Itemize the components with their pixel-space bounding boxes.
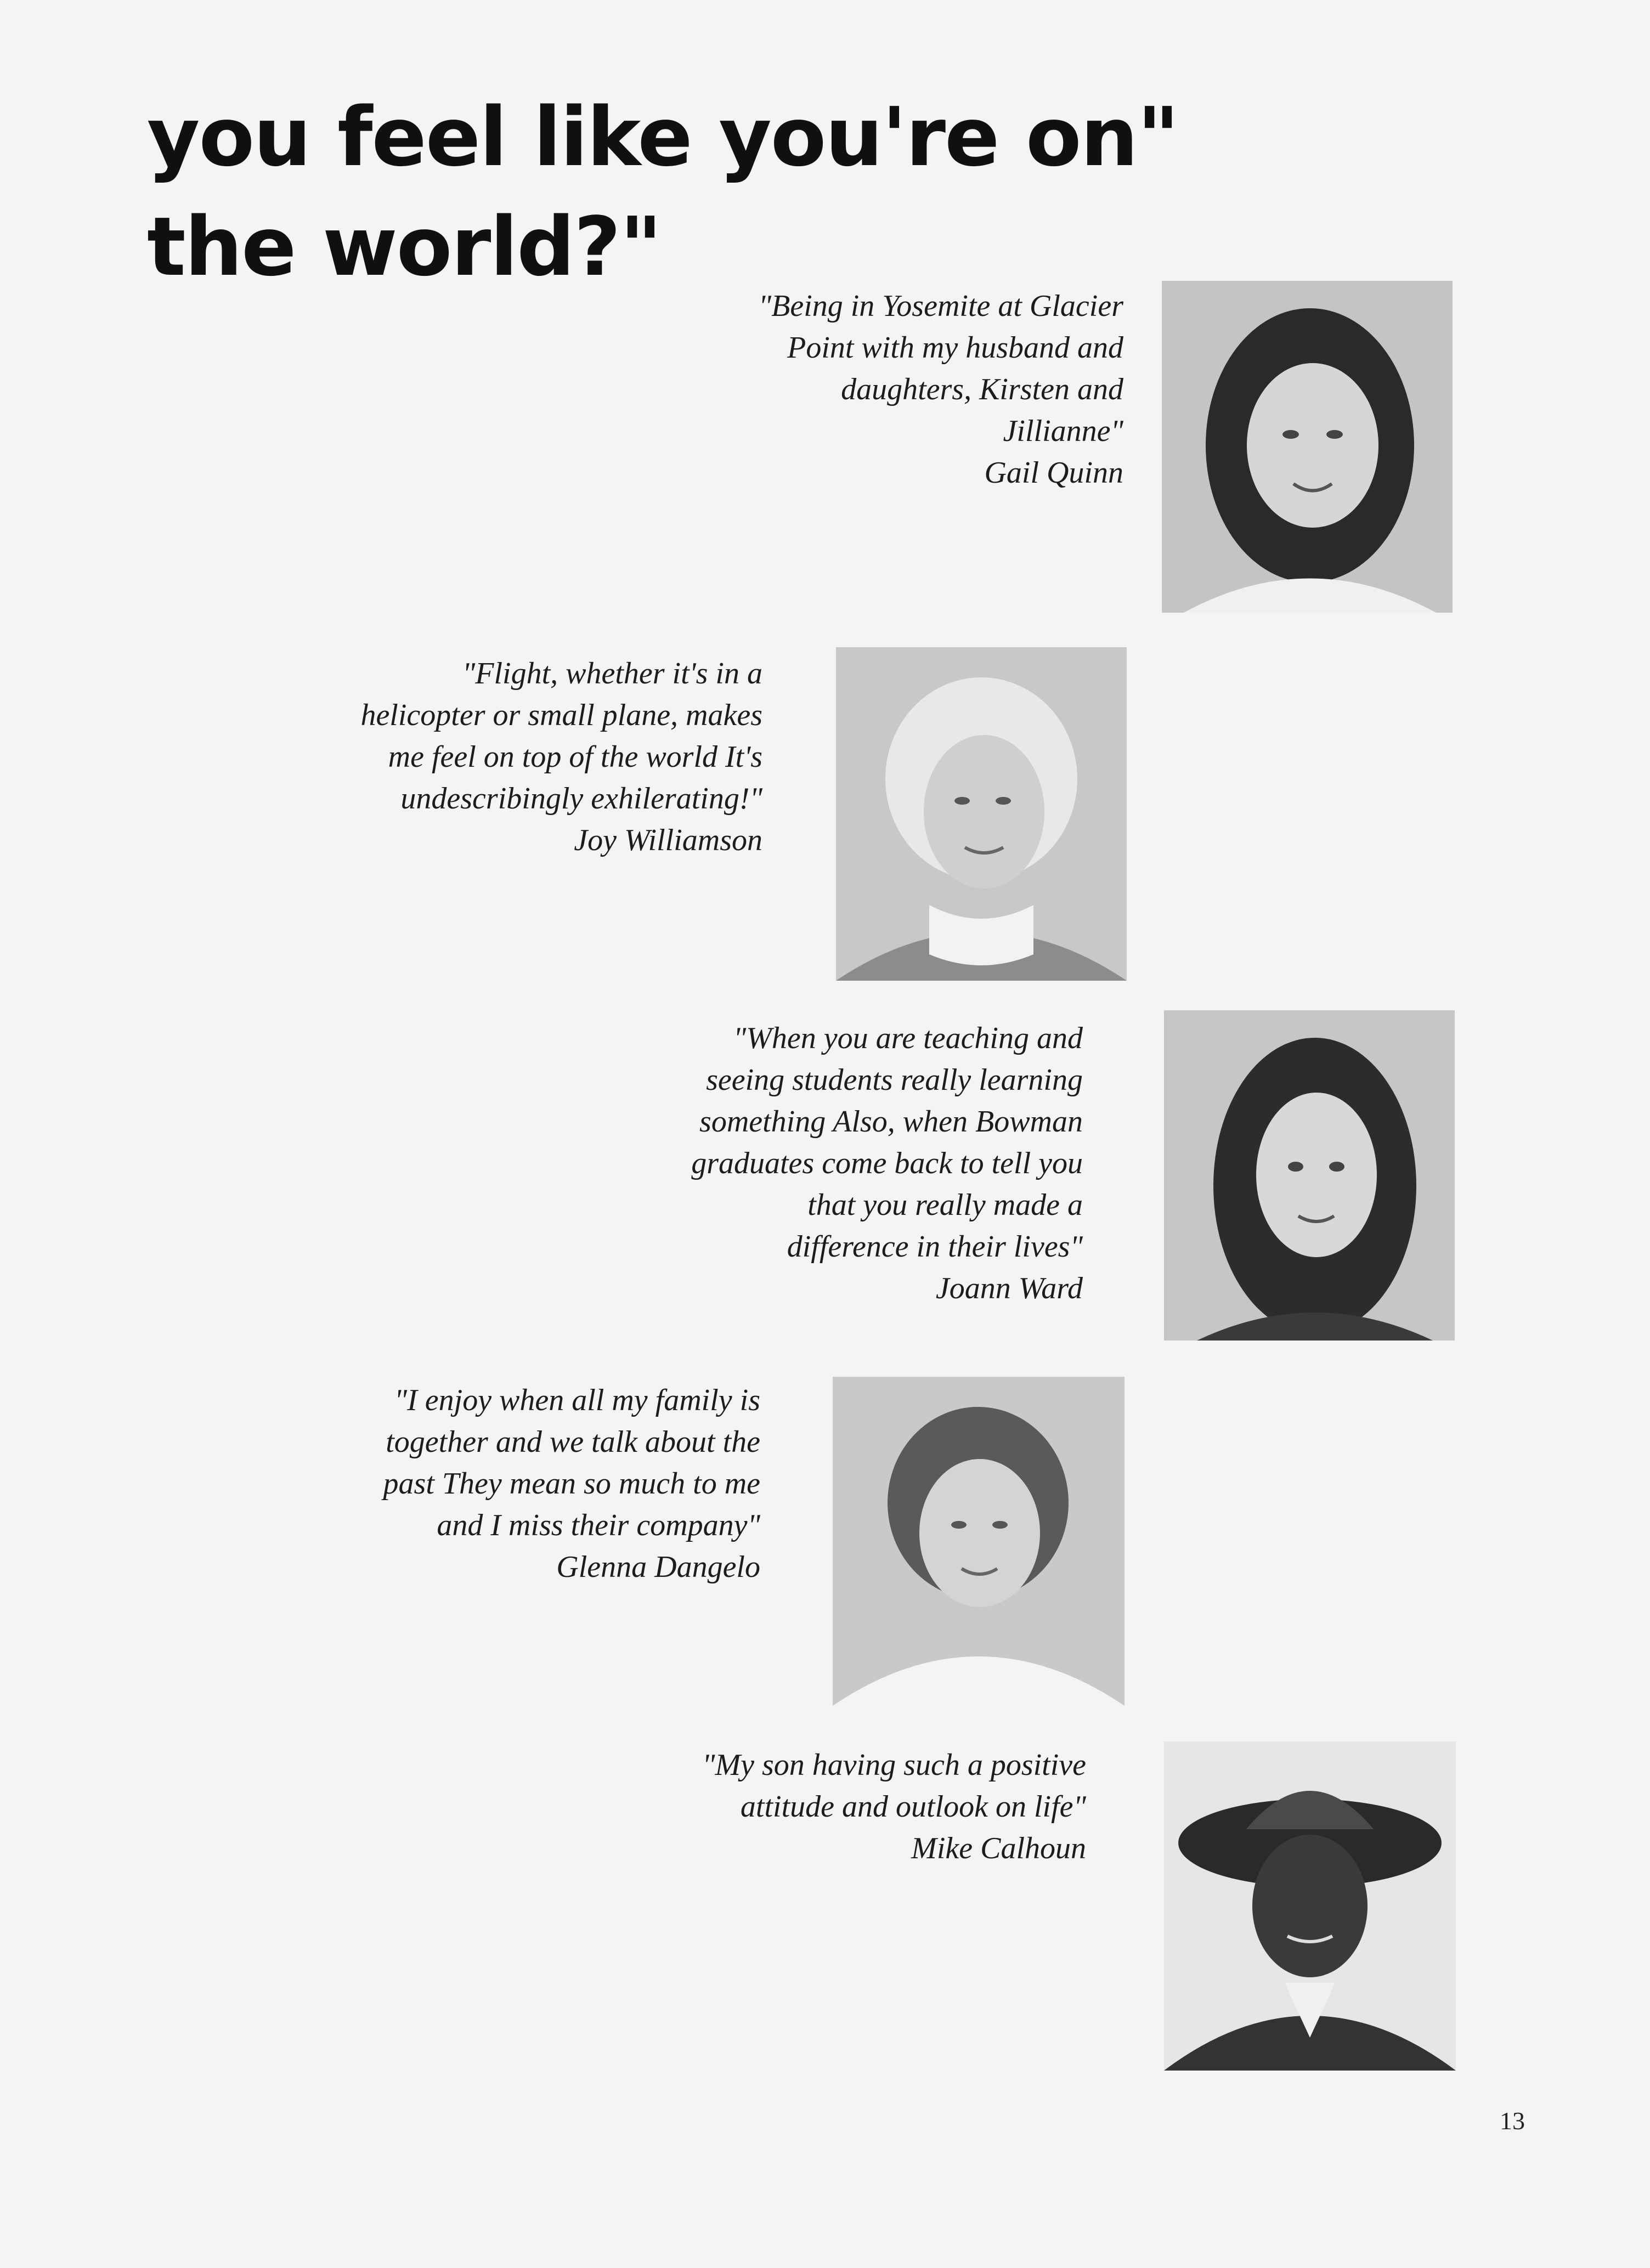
quote-line: Jillianne" [1003,414,1123,448]
quote-line: helicopter or small plane, makes [360,698,762,732]
headline-line-1: you feel like you're on" [147,90,1179,184]
quote-line: "When you are teaching and [733,1021,1083,1055]
quote-line: that you really made a [807,1188,1083,1222]
quote-line: attitude and outlook on life" [740,1790,1086,1824]
portrait-photo-glenna-dangelo [833,1377,1125,1706]
quote-line: "Being in Yosemite at Glacier [758,289,1123,323]
quote-line: difference in their lives" [787,1230,1083,1264]
quote-line: together and we talk about the [386,1425,760,1459]
quote-name: Joy Williamson [574,823,762,857]
quote-name: Joann Ward [935,1271,1083,1305]
quote-mike-calhoun [702,1744,1086,1869]
quote-name: Mike Calhoun [911,1831,1086,1865]
quote-gail-quinn [759,285,1123,494]
quote-line: me feel on top of the world It's [388,740,762,774]
quote-line: and I miss their company" [437,1508,760,1542]
quote-line: something Also, when Bowman [699,1105,1083,1139]
quote-joann-ward [691,1017,1083,1309]
quote-name: Glenna Dangelo [556,1550,760,1584]
quote-line: daughters, Kirsten and [841,372,1123,406]
page-headline [147,82,1178,302]
quote-line: undescribingly exhilerating!" [400,782,762,816]
headline-line-2: the world?" [147,200,662,294]
quote-line: "My son having such a positive [702,1748,1086,1782]
quote-line: "Flight, whether it's in a [462,657,762,691]
portrait-photo-gail-quinn [1162,281,1453,613]
portrait-photo-joann-ward [1164,1010,1455,1341]
quote-line: "I enjoy when all my family is [394,1383,760,1417]
quote-glenna-dangelo [383,1379,760,1588]
page-number: 13 [1500,2107,1525,2135]
quote-line: graduates come back to tell you [691,1146,1083,1180]
portrait-photo-mike-calhoun [1164,1741,1456,2071]
portrait-photo-joy-williamson [836,647,1127,981]
quote-line: past They mean so much to me [383,1467,760,1501]
quote-line: seeing students really learning [706,1063,1083,1097]
quote-line: Point with my husband and [787,331,1123,365]
quote-joy-williamson [360,653,762,861]
quote-name: Gail Quinn [984,456,1123,490]
